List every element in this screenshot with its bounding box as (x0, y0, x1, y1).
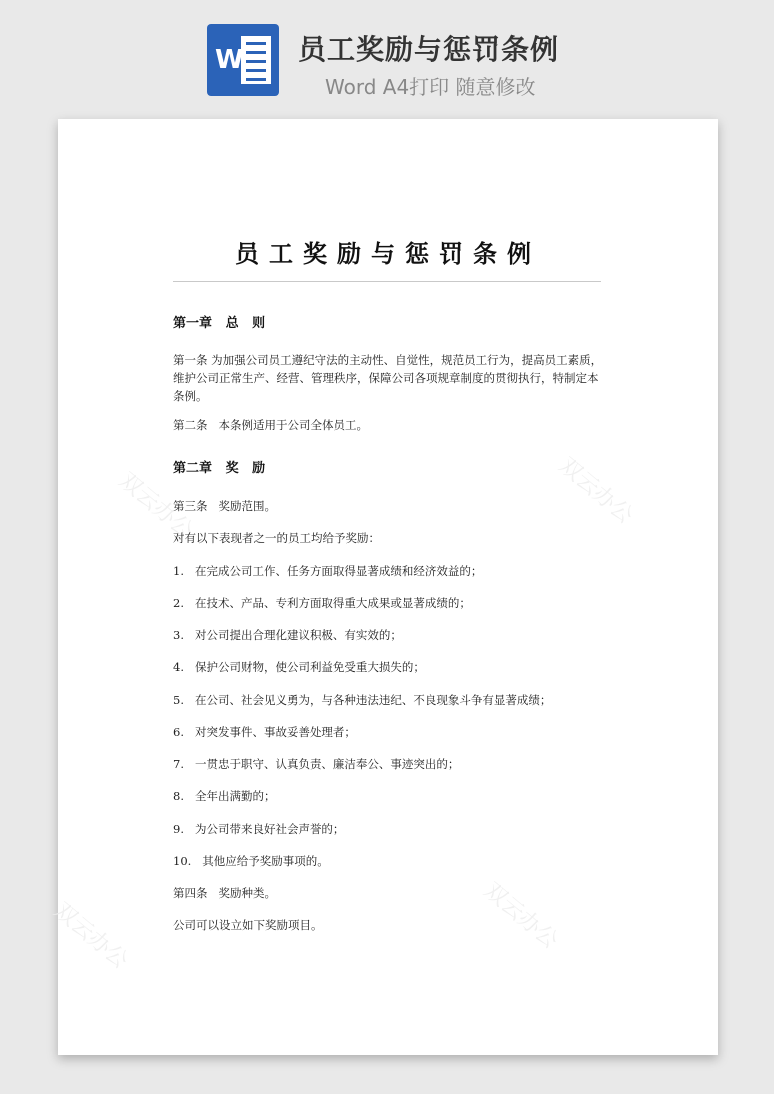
watermark: 双云办公 (113, 468, 198, 544)
banner (0, 0, 774, 110)
chapter-heading: 第一章 总 则 (173, 316, 266, 331)
list-item: 1. 在完成公司工作、任务方面取得显著成绩和经济效益的； (173, 564, 483, 578)
title-divider (173, 281, 601, 282)
banner-subtitle: Word A4打印 随意修改 (325, 75, 536, 99)
list-item: 5. 在公司、社会见义勇为，与各种违法违纪、不良现象斗争有显著成绩； (173, 693, 552, 707)
paragraph: 对有以下表现者之一的员工均给予奖励： (173, 531, 380, 545)
list-item: 6. 对突发事件、事故妥善处理者； (173, 725, 356, 739)
document-page (48, 119, 718, 1055)
list-item: 8. 全年出满勤的； (173, 789, 276, 803)
list-item: 4. 保护公司财物，使公司利益免受重大损失的； (173, 660, 425, 674)
list-item: 9. 为公司带来良好社会声誉的； (173, 822, 345, 836)
article-paragraph: 第四条 奖励种类。 (173, 886, 276, 900)
word-logo-icon (207, 24, 279, 96)
watermark: 双云办公 (478, 878, 563, 954)
watermark: 双云办公 (553, 453, 638, 529)
article-paragraph: 第二条 本条例适用于公司全体员工。 (173, 418, 368, 432)
list-item: 3. 对公司提出合理化建议积极、有实效的； (173, 628, 402, 642)
chapter-heading: 第二章 奖 励 (173, 461, 266, 476)
list-item: 7. 一贯忠于职守、认真负责、廉洁奉公、事迹突出的； (173, 757, 460, 771)
list-item: 2. 在技术、产品、专利方面取得重大成果或显著成绩的； (173, 596, 471, 610)
document-title: 员工奖励与惩罚条例 (235, 240, 541, 268)
paragraph: 公司可以设立如下奖励项目。 (173, 918, 323, 932)
watermark: 双云办公 (48, 898, 133, 974)
document-lines-icon (241, 36, 271, 84)
banner-title: 员工奖励与惩罚条例 (298, 33, 560, 66)
article-paragraph: 第三条 奖励范围。 (173, 499, 276, 513)
article-paragraph: 第一条 为加强公司员工遵纪守法的主动性、自觉性，规范员工行为，提高员工素质，维护公司正常生产、经营、管理秩序，保障公司各项规章制度的贯彻执行，特制定本条例。 (173, 353, 603, 403)
list-item: 10. 其他应给予奖励事项的。 (173, 854, 329, 868)
logo-letter: W (215, 45, 244, 75)
